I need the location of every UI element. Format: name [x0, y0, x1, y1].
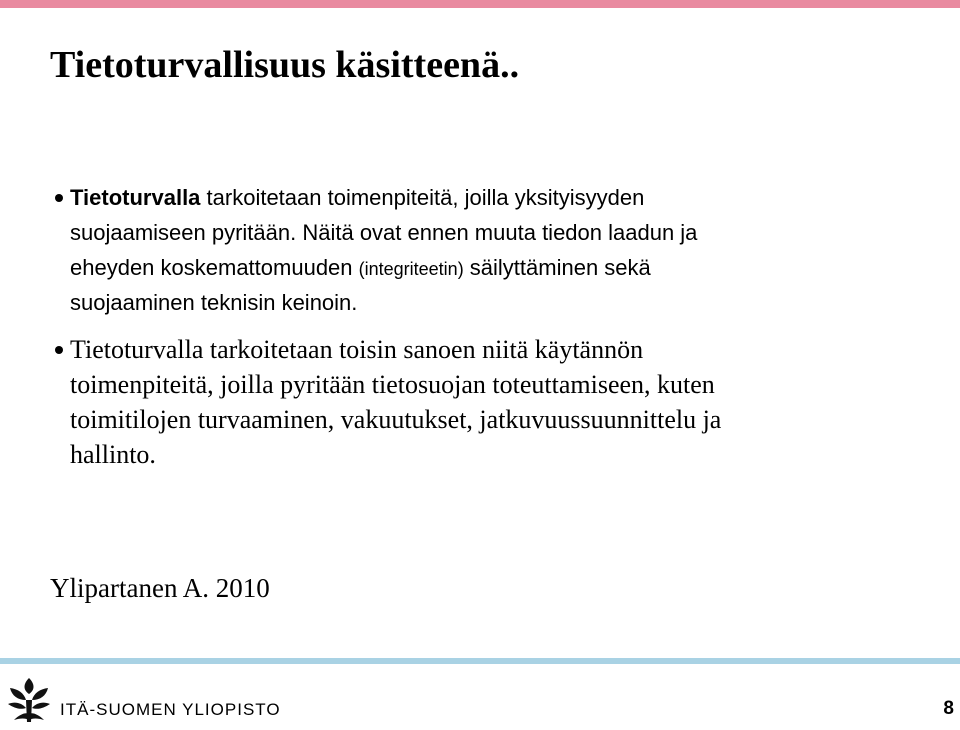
university-name: ITÄ-SUOMEN YLIOPISTO [60, 700, 281, 719]
bullet-dot [55, 194, 63, 202]
bullet-2-line-2: toimenpiteitä, joilla pyritään tietosuojan toteuttamiseen, kuten [70, 370, 715, 399]
bullet-1-line-1: Tietoturvalla tarkoitetaan toimenpiteitä, joilla yksityisyyden [70, 185, 645, 210]
bold-term: Tietoturvalla [70, 185, 201, 210]
slide-title: Tietoturvallisuus käsitteenä.. [50, 44, 520, 86]
top-accent-bar [0, 0, 960, 8]
bullet-2-line-1: Tietoturvalla tarkoitetaan toisin sanoen niitä käytännön [70, 335, 644, 364]
bullet-1-line-4: suojaaminen teknisin keinoin. [70, 290, 358, 315]
bullet-2-line-4: hallinto. [70, 440, 156, 469]
bullet-dot [55, 346, 63, 354]
bullet-1-line-3: eheyden koskemattomuuden (integriteetin) säilyttäminen sekä [70, 255, 651, 280]
author-citation: Ylipartanen A. 2010 [50, 573, 270, 603]
page-number: 8 [943, 698, 954, 719]
bullet-1-line-2: suojaamiseen pyritään. Näitä ovat ennen muuta tiedon laadun ja [70, 220, 698, 245]
bottom-accent-bar [0, 658, 960, 664]
bullet-2-line-3: toimitilojen turvaaminen, vakuutukset, jatkuvuussuunnittelu ja [70, 405, 722, 434]
university-logo-icon [6, 676, 52, 724]
small-parenthetical: (integriteetin) [358, 259, 464, 279]
